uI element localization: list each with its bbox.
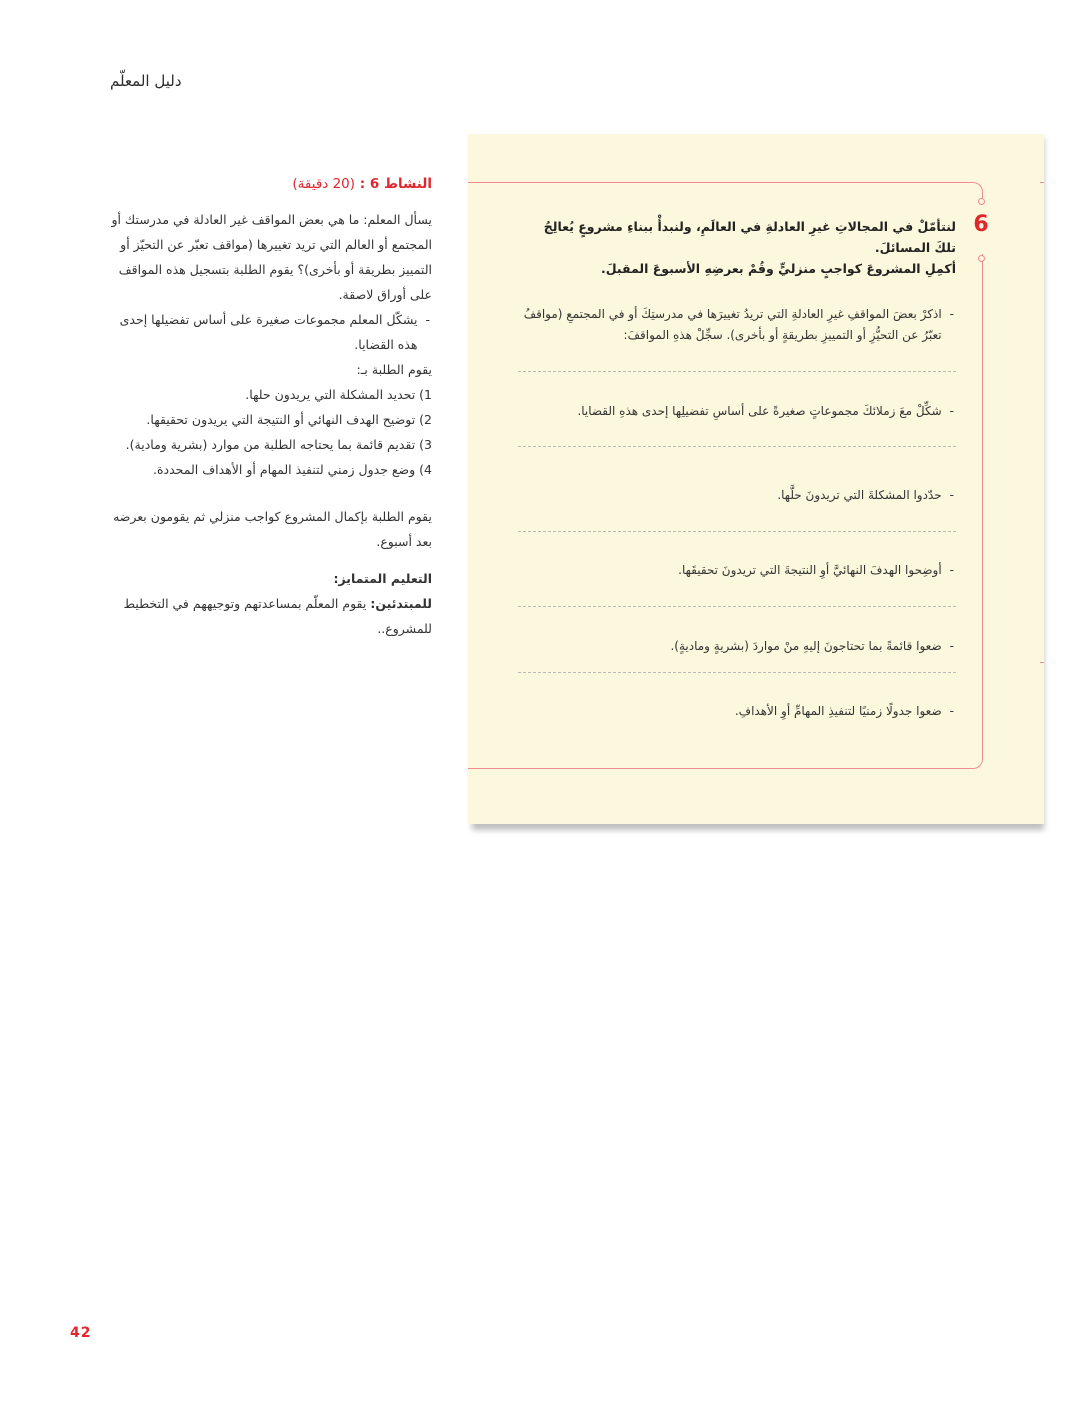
task-text: شكِّلْ معَ زملائكَ مجموعاتٍ صغيرةً على أساسِ تفضيلِها إحدى هذهِ القضايا.: [577, 404, 942, 418]
task-item: [520, 701, 956, 722]
guide-step: 3) تقديم قائمة بما يحتاجه الطلبة من موارد (بشرية ومادية).: [125, 437, 432, 452]
edge-tick: [1040, 662, 1044, 663]
homework-note: يقوم الطلبة بإكمال المشروع كواجب منزلي ثم يقومون بعرضه بعد أسبوع.: [113, 509, 432, 549]
task-dash: -: [949, 404, 954, 418]
guide-step: 1) تحديد المشكلة التي يريدون حلها.: [245, 387, 432, 402]
students-do-label: يقوم الطلبة بـ:: [356, 362, 432, 377]
activity-label: النشاط 6 :: [359, 176, 432, 192]
page-header-title: دليل المعلّم: [110, 72, 182, 90]
differentiated-title: التعليم المتمايز:: [333, 571, 432, 586]
task-item: [520, 304, 956, 346]
task-text: حدّدوا المشكلةَ التي تريدونَ حلَّها.: [777, 488, 942, 502]
frame-knob: [978, 255, 985, 262]
answer-line[interactable]: [518, 446, 956, 447]
task-dash: -: [949, 639, 954, 653]
activity-title: [108, 172, 432, 197]
task-text: أوضِحوا الهدفَ النهائيَّ أوِ النتيجةَ التي تريدونَ تحقيقَها.: [678, 563, 942, 577]
bullet-dash: -: [425, 312, 430, 327]
task-item: [520, 636, 956, 657]
guide-step: 2) توضيح الهدف النهائي أو النتيجة التي يريدون تحقيقها.: [146, 412, 432, 427]
task-item: [520, 560, 956, 581]
beginners-text: يقوم المعلّم بمساعدتهم وتوجيههم في التخطيط للمشروع..: [123, 596, 432, 636]
guide-bullet-text: يشكّل المعلم مجموعات صغيرة على أساس تفضيلها إحدى هذه القضايا.: [119, 312, 418, 352]
question-line: أكمِلِ المشروعَ كواجبٍ منزليٍّ وقُمْ بعرضِهِ الأسبوعَ المقبلَ.: [601, 261, 956, 276]
task-text: ضعوا قائمةً بما تحتاجونَ إليهِ منْ مواردَ (بشريةٍ وماديةٍ).: [670, 639, 942, 653]
guide-step: 4) وضع جدول زمني لتنفيذ المهام أو الأهداف المحددة.: [153, 462, 432, 477]
answer-line[interactable]: [518, 531, 956, 532]
frame-knob: [978, 198, 985, 205]
answer-line[interactable]: [518, 606, 956, 607]
question-line: لنتأمّلْ في المجالاتِ غيرِ العادلةِ في العالَمِ، ولنبدأْ ببناءِ مشروعٍ يُعالِجُ تلكَ المسائلَ.: [543, 219, 956, 255]
question-text: [520, 216, 956, 279]
page-number: 42: [70, 1325, 92, 1341]
task-dash: -: [949, 488, 954, 502]
edge-tick: [1040, 182, 1044, 183]
guide-intro: يسأل المعلم: ما هي بعض المواقف غير العادلة في مدرستك أو المجتمع أو العالم التي تريد تغييرها (مواقف تعبّر عن التحيّز أو التمييز بطريقة أو بأخرى)؟ يقوم الطلبة بتسجيل هذه المواقف على أوراق لاصقة.: [111, 212, 432, 302]
beginners-note: [108, 591, 432, 641]
task-text: ضعوا جدولًا زمنيًا لتنفيذِ المهامِّ أوِ الأهدافِ.: [734, 704, 942, 718]
task-dash: -: [949, 704, 954, 718]
task-dash: -: [949, 563, 954, 577]
task-text: اذكرْ بعضَ المواقفِ غيرِ العادلةِ التي تريدُ تغييرَها في مدرستِكَ أو في المجتمعِ (مواقفُ تعبّرُ عن التحيُّزِ أو التمييزِ بطريقةٍ أو بأخرى). سجِّلْ هذهِ المواقفَ:: [523, 307, 942, 342]
guide-bullet: [108, 307, 432, 357]
answer-line[interactable]: [518, 371, 956, 372]
answer-line[interactable]: [518, 672, 956, 673]
task-dash: -: [949, 307, 954, 321]
task-item: [520, 485, 956, 506]
question-number: 6: [973, 212, 989, 237]
beginners-label: للمبتدئين:: [370, 596, 432, 611]
task-item: [520, 401, 956, 422]
teacher-guide: [108, 172, 432, 641]
activity-duration: (20 دقيقة): [292, 176, 356, 192]
